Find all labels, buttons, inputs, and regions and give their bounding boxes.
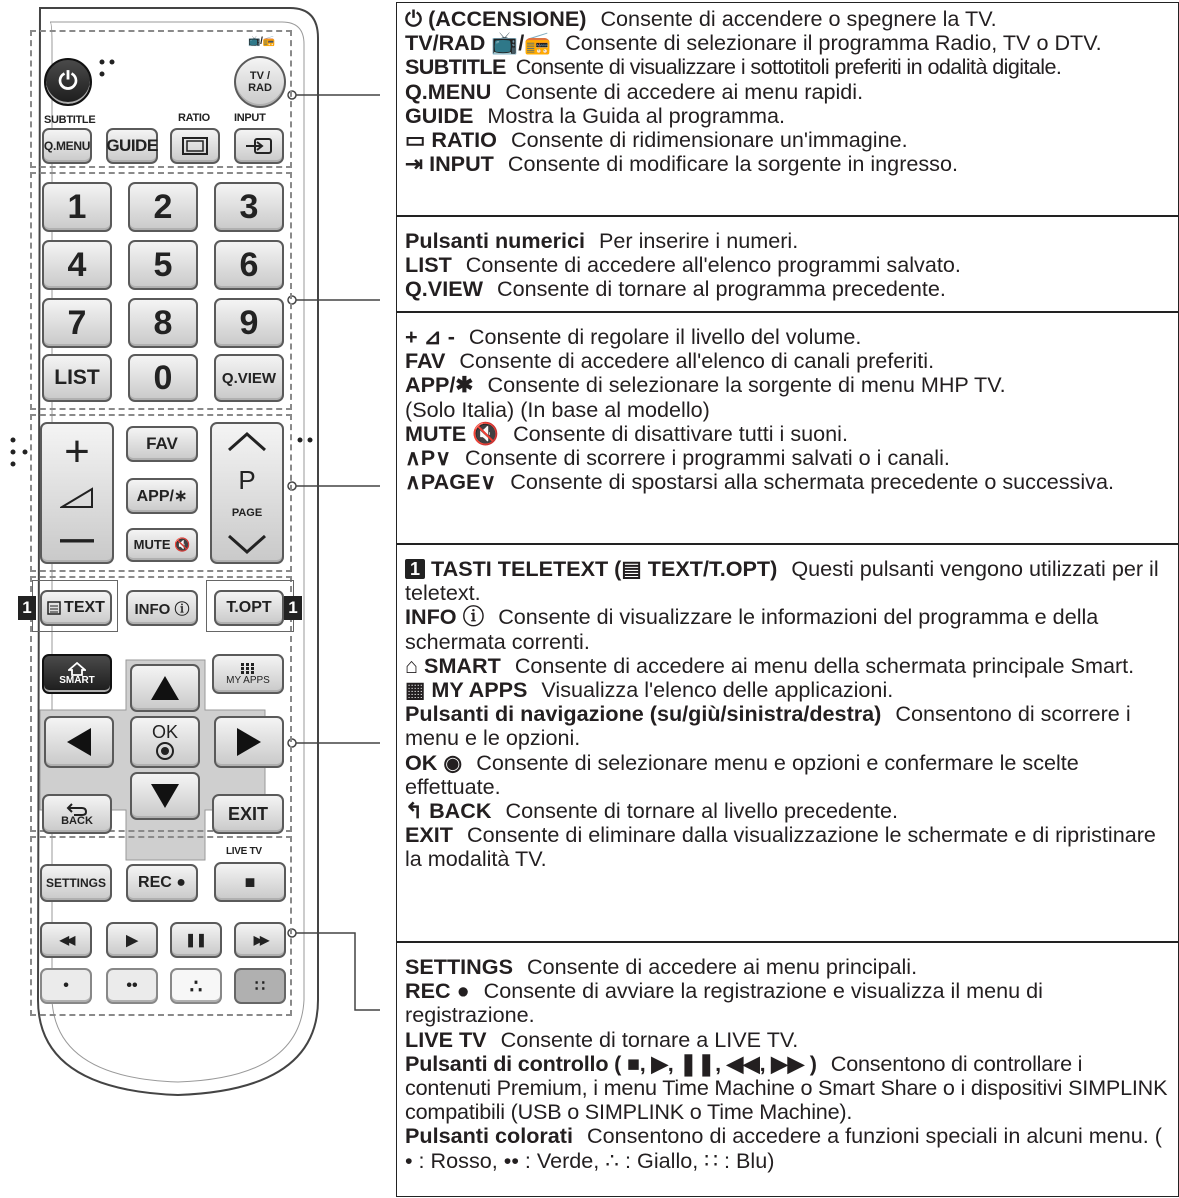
description-panel xyxy=(376,0,1179,1198)
ok-icon xyxy=(155,741,175,761)
desc-list: LIST Consente di accedere all'elenco programmi salvato. xyxy=(405,252,961,278)
section-top-buttons xyxy=(396,2,1179,216)
digit-8-button[interactable]: 8 xyxy=(128,298,198,348)
fastforward-button[interactable]: ▶▶ xyxy=(234,922,286,958)
digit-5-button[interactable]: 5 xyxy=(128,240,198,290)
subtitle-label: SUBTITLE xyxy=(44,114,96,126)
desc-livetv: LIVE TV Consente di tornare a LIVE TV. xyxy=(405,1026,799,1052)
volume-minus: — xyxy=(60,520,94,559)
smart-button[interactable]: SMART xyxy=(42,654,112,694)
red-button[interactable]: • xyxy=(40,968,92,1004)
desc-rec: REC ● Consente di avviare la registrazione e visualizza il menu di registrazione. xyxy=(405,978,1043,1028)
qview-button[interactable]: Q.VIEW xyxy=(214,354,284,402)
chevron-up-icon xyxy=(225,430,269,452)
desc-page: ∧PAGE∨ Consente di spostarsi alla schermata precedente o successiva. xyxy=(405,469,1114,495)
digit-6-button[interactable]: 6 xyxy=(214,240,284,290)
badge-1-left: 1 xyxy=(18,596,36,620)
nav-right-button[interactable] xyxy=(214,716,284,768)
pause-button[interactable]: ❚❚ xyxy=(170,922,222,958)
exit-button[interactable]: EXIT xyxy=(212,794,284,834)
text-button[interactable]: TEXT xyxy=(40,590,112,626)
remote-illustration xyxy=(0,0,380,1198)
desc-teletext: 1 TASTI TELETEXT (▤ TEXT/T.OPT) Questi pulsanti vengono utilizzati per il teletext. xyxy=(405,556,1159,606)
desc-ratio: ▭ RATIO Consente di ridimensionare un'immagine. xyxy=(405,127,908,153)
desc-app: APP/✱ Consente di selezionare la sorgente di menu MHP TV. xyxy=(405,372,1006,398)
desc-info: INFO ⓘ Consente di visualizzare le informazioni del programma e della schermata correnti. xyxy=(405,604,1099,654)
blue-button[interactable]: ∷ xyxy=(234,968,286,1004)
arrow-right-icon xyxy=(235,726,263,758)
desc-back: ↰ BACK Consente di tornare al livello precedente. xyxy=(405,798,899,824)
digit-4-button[interactable]: 4 xyxy=(42,240,112,290)
rec-button[interactable]: REC ● xyxy=(126,864,198,902)
desc-navigation: Pulsanti di navigazione (su/giù/sinistra/destra) Consentono di scorrere i menu e le opzioni. xyxy=(405,701,1131,751)
desc-qview: Q.VIEW Consente di tornare al programma precedente. xyxy=(405,276,946,302)
green-button[interactable]: •• xyxy=(106,968,158,1004)
volume-icon xyxy=(60,487,94,509)
desc-fav: FAV Consente di accedere all'elenco di canali preferiti. xyxy=(405,348,935,374)
home-icon xyxy=(68,662,86,676)
desc-subtitle: SUBTITLE Consente di visualizzare i sottotitoli preferiti in odalità digitale. xyxy=(405,54,1062,80)
desc-mute: MUTE 🔇 Consente di disattivare tutti i suoni. xyxy=(405,420,848,446)
volume-rocker[interactable] xyxy=(40,422,114,564)
yellow-button[interactable]: ∴ xyxy=(170,968,222,1004)
nav-down-button[interactable] xyxy=(130,772,200,820)
tvrad-button[interactable]: TV / RAD xyxy=(234,56,286,108)
desc-exit: EXIT Consente di eliminare dalla visualizzazione le schermate e di ripristinare la modalità TV. xyxy=(405,822,1156,872)
myapps-button[interactable]: MY APPS xyxy=(212,654,284,694)
settings-button[interactable]: SETTINGS xyxy=(40,864,112,902)
desc-qmenu: Q.MENU Consente di accedere ai menu rapidi. xyxy=(405,78,864,104)
desc-settings: SETTINGS Consente di accedere ai menu principali. xyxy=(405,954,918,979)
desc-volume: + ⊿ - Consente di regolare il livello del volume. xyxy=(405,324,862,349)
desc-power: ⏻ (ACCENSIONE) Consente di accendere o spegnere la TV. xyxy=(405,6,997,31)
arrow-left-icon xyxy=(65,726,93,758)
desc-smart: ⌂ SMART Consente di accedere ai menu della schermata principale Smart. xyxy=(405,652,1135,678)
section-volume-buttons xyxy=(396,312,1179,544)
digit-3-button[interactable]: 3 xyxy=(214,182,284,232)
info-button[interactable]: INFO ⓘ xyxy=(126,590,198,626)
qmenu-button[interactable]: Q.MENU xyxy=(42,128,92,164)
nav-left-button[interactable] xyxy=(44,716,114,768)
digit-7-button[interactable]: 7 xyxy=(42,298,112,348)
arrow-up-icon xyxy=(149,674,181,702)
desc-myapps: ▦ MY APPS Visualizza l'elenco delle applicazioni. xyxy=(405,677,894,703)
play-button[interactable]: ▶ xyxy=(106,922,158,958)
chevron-down-icon xyxy=(225,534,269,556)
volume-plus: + xyxy=(64,426,90,476)
program-page-rocker[interactable] xyxy=(210,422,284,564)
ok-button[interactable]: OK xyxy=(130,716,200,768)
digit-0-button[interactable]: 0 xyxy=(128,354,198,402)
desc-guide: GUIDE Mostra la Guida al programma. xyxy=(405,102,786,128)
desc-ok: OK ◉ Consente di selezionare menu e opzioni e confermare le scelte effettuate. xyxy=(405,749,1079,799)
stop-button[interactable]: ■ xyxy=(214,862,286,902)
section-navigation-buttons xyxy=(396,544,1179,942)
app-button[interactable]: APP/∗ xyxy=(126,478,198,514)
mute-button[interactable]: MUTE 🔇 xyxy=(126,528,198,562)
desc-control-buttons: Pulsanti di controllo ( ■, ▶, ❚❚, ◀◀, ▶▶ ) Consentono di controllare i contenuti Premium, i menu Time Machine o Smart Share o i dispositivi SIMPLINK compatibili (USB o SIMPLINK o Time Machine). xyxy=(405,1050,1168,1125)
section-number-buttons xyxy=(396,216,1179,312)
livetv-label: LIVE TV xyxy=(226,846,262,857)
myapps-icon xyxy=(241,663,255,675)
badge-1-right: 1 xyxy=(284,596,302,620)
input-label: INPUT xyxy=(234,112,266,124)
desc-app-note: (Solo Italia) (In base al modello) xyxy=(405,396,710,422)
rewind-button[interactable]: ◀◀ xyxy=(40,922,92,958)
desc-input: ⇥ INPUT Consente di modificare la sorgente in ingresso. xyxy=(405,151,958,177)
digit-9-button[interactable]: 9 xyxy=(214,298,284,348)
desc-numbers: Pulsanti numerici Per inserire i numeri. xyxy=(405,228,799,253)
topt-button[interactable]: T.OPT xyxy=(214,590,284,626)
guide-button[interactable]: GUIDE xyxy=(106,128,158,164)
ratio-button[interactable] xyxy=(170,128,220,164)
ratio-icon xyxy=(181,136,209,156)
arrow-down-icon xyxy=(149,782,181,810)
tvrad-top-icon: 📺/📻 xyxy=(248,36,275,47)
back-icon xyxy=(66,802,88,816)
list-button[interactable]: LIST xyxy=(42,354,112,402)
power-button[interactable]: ⏻ xyxy=(44,58,92,106)
input-icon xyxy=(244,136,274,156)
input-button[interactable] xyxy=(234,128,284,164)
desc-program: ∧P∨ Consente di scorrere i programmi salvati o i canali. xyxy=(405,445,950,471)
ratio-label: RATIO xyxy=(178,112,210,124)
program-letter: P xyxy=(238,465,256,495)
desc-color-buttons: Pulsanti colorati Consentono di accedere a funzioni speciali in alcuni menu. ( • : Rosso, •• : Verde, ∴ : Giallo, ∷ : Blu) xyxy=(405,1123,1162,1173)
fav-button[interactable]: FAV xyxy=(126,426,198,462)
digit-2-button[interactable]: 2 xyxy=(128,182,198,232)
section-playback-buttons xyxy=(396,942,1179,1197)
digit-1-button[interactable]: 1 xyxy=(42,182,112,232)
nav-up-button[interactable] xyxy=(130,664,200,712)
page-label: PAGE xyxy=(231,507,263,519)
back-button[interactable]: BACK xyxy=(42,794,112,834)
teletext-icon xyxy=(47,601,61,615)
desc-tvrad: TV/RAD 📺/📻 Consente di selezionare il programma Radio, TV o DTV. xyxy=(405,30,1102,56)
